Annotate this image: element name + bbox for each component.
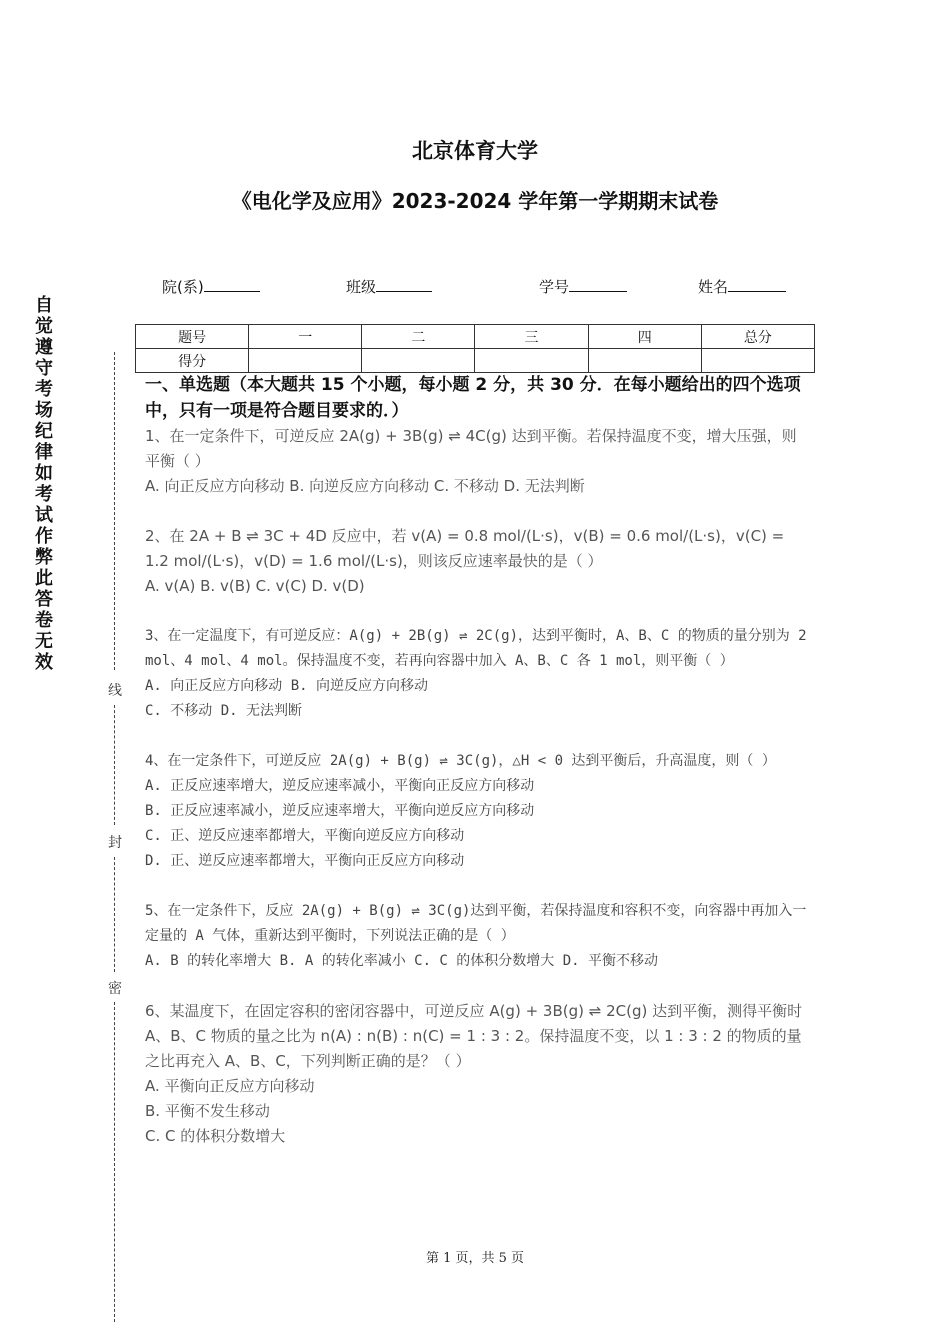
- score-table-col: 一: [249, 325, 362, 349]
- question-option: A. 向正反应方向移动 B. 向逆反应方向移动: [145, 678, 428, 694]
- class-field: [346, 276, 432, 297]
- score-cell: [588, 349, 701, 373]
- student-id-field: [539, 276, 627, 297]
- question-option: C. 不移动 D. 无法判断: [145, 703, 303, 719]
- question-stem: 4、在一定条件下，可逆反应 2A(g) + B(g) ⇌ 3C(g)，△H < 0 达到平衡后，升高温度，则（ ）: [145, 753, 776, 769]
- question-stem: 3、在一定温度下，有可逆反应：A(g) + 2B(g) ⇌ 2C(g)，达到平衡时，A、B、C 的物质的量分别为 2 mol、4 mol、4 mol。保持温度不变，若再向容器中加入 A、B、C 各 1 mol，则平衡（ ）: [145, 628, 807, 669]
- question-4: [145, 749, 810, 874]
- question-option: A. 平衡向正反应方向移动: [145, 1077, 315, 1095]
- score-row-label: 得分: [136, 349, 249, 373]
- score-table-col: 三: [475, 325, 588, 349]
- question-2: [145, 524, 810, 599]
- question-stem: 5、在一定条件下，反应 2A(g) + B(g) ⇌ 3C(g)达到平衡，若保持温度和容积不变，向容器中再加入一定量的 A 气体，重新达到平衡时，下列说法正确的是（ ）: [145, 903, 807, 944]
- score-cell: [249, 349, 362, 373]
- question-option: B. 正反应速率减小，逆反应速率增大，平衡向逆反应方向移动: [145, 803, 535, 819]
- student-id-blank: [569, 277, 627, 292]
- question-option: A. 向正反应方向移动 B. 向逆反应方向移动 C. 不移动 D. 无法判断: [145, 477, 585, 495]
- question-stem: 2、在 2A + B ⇌ 3C + 4D 反应中，若 v(A) = 0.8 mol/(L·s)，v(B) = 0.6 mol/(L·s)，v(C) = 1.2 mol/(L·s)，v(D) = 1.6 mol/(L·s)，则该反应速率最快的是（ ）: [145, 527, 785, 570]
- question-6: [145, 999, 810, 1149]
- binding-close-char: 密: [108, 981, 122, 997]
- score-table-header-label: 题号: [136, 325, 249, 349]
- question-option: A. 正反应速率增大，逆反应速率减小，平衡向正反应方向移动: [145, 778, 535, 794]
- name-label: 姓名: [698, 278, 729, 296]
- question-stem: 1、在一定条件下，可逆反应 2A(g) + 3B(g) ⇌ 4C(g) 达到平衡。若保持温度不变，增大压强，则平衡（ ）: [145, 427, 797, 470]
- binding-line-char: 线: [108, 683, 122, 699]
- university-title: 北京体育大学: [412, 139, 538, 163]
- class-blank: [376, 277, 432, 292]
- score-cell: [362, 349, 475, 373]
- question-option: A. B 的转化率增大 B. A 的转化率减小 C. C 的体积分数增大 D. 平衡不移动: [145, 953, 659, 969]
- binding-seal-char: 封: [108, 835, 122, 851]
- question-option: A. v(A) B. v(B) C. v(C) D. v(D): [145, 577, 365, 595]
- page-footer: 第 1 页，共 5 页: [425, 1251, 525, 1266]
- score-table-col: 总分: [701, 325, 814, 349]
- score-table-header-row: [136, 325, 815, 349]
- name-field: [698, 276, 786, 297]
- binding-dashed-line: [114, 1002, 115, 1322]
- exam-title: 《电化学及应用》2023-2024 学年第一学期期末试卷: [231, 189, 719, 213]
- binding-dashed-line: [114, 705, 115, 825]
- binding-dashed-line: [114, 857, 115, 972]
- score-cell: [475, 349, 588, 373]
- department-label: 院(系): [162, 278, 204, 296]
- department-blank: [204, 277, 260, 292]
- score-table-col: 四: [588, 325, 701, 349]
- question-option: C. 正、逆反应速率都增大，平衡向逆反应方向移动: [145, 828, 465, 844]
- question-option: C. C 的体积分数增大: [145, 1127, 286, 1145]
- score-table: [135, 324, 815, 373]
- score-table-col: 二: [362, 325, 475, 349]
- score-cell: [701, 349, 814, 373]
- question-option: D. 正、逆反应速率都增大，平衡向正反应方向移动: [145, 853, 465, 869]
- question-1: [145, 424, 810, 499]
- class-label: 班级: [346, 278, 377, 296]
- student-id-label: 学号: [539, 278, 570, 296]
- question-option: B. 平衡不发生移动: [145, 1102, 270, 1120]
- exam-content: [145, 372, 810, 1149]
- name-blank: [728, 277, 786, 292]
- question-stem: 6、某温度下，在固定容积的密闭容器中，可逆反应 A(g) + 3B(g) ⇌ 2C(g) 达到平衡，测得平衡时 A、B、C 物质的量之比为 n(A) : n(B) : n(C) = 1 : 3 : 2。保持温度不变，以 1 : 3 : 2 的物质的量之比再充入 A、B、C，下列判断正确的是？（ ）: [145, 1002, 803, 1070]
- department-field: [162, 276, 260, 297]
- question-5: [145, 899, 810, 974]
- question-3: [145, 624, 810, 724]
- binding-dashed-line: [114, 352, 115, 670]
- score-table-score-row: [136, 349, 815, 373]
- section-heading: 一、单选题（本大题共 15 个小题，每小题 2 分，共 30 分．在每小题给出的四个选项中，只有一项是符合题目要求的．）: [145, 375, 801, 421]
- binding-warning: 自觉遵守考场纪律如考试作弊此答卷无效: [35, 295, 53, 673]
